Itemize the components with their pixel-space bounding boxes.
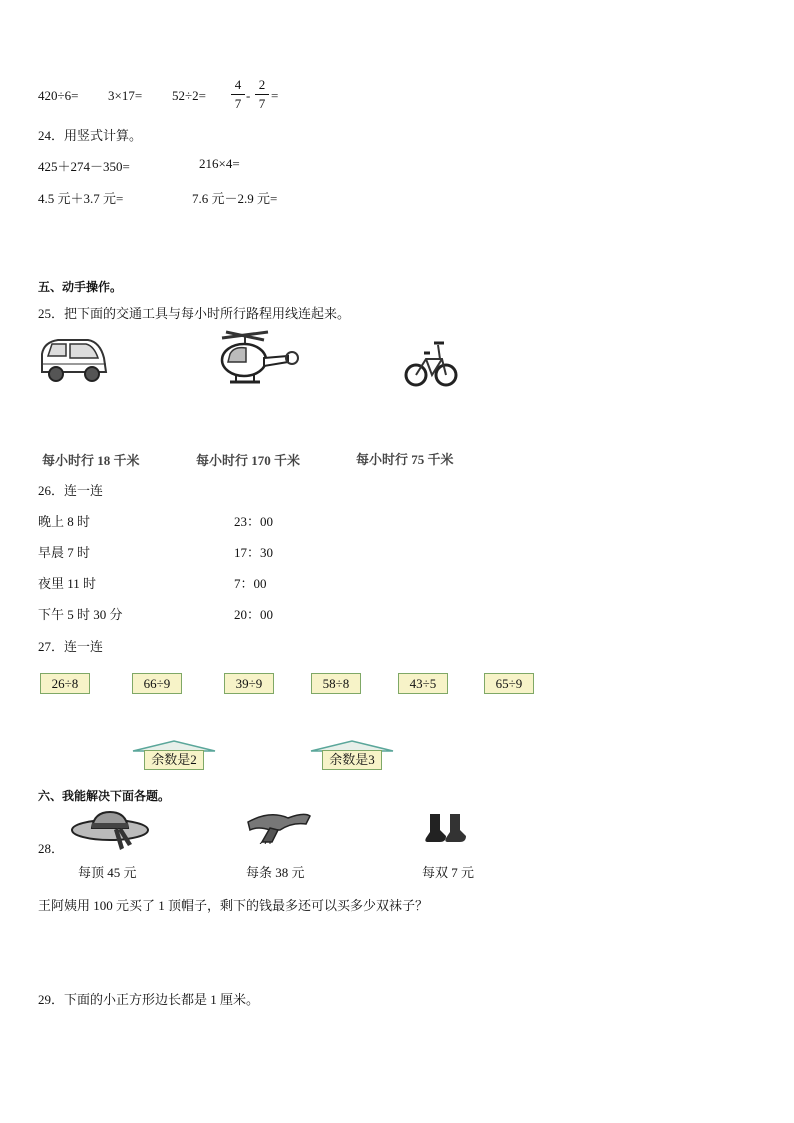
division-box: 66÷9 [132,673,182,694]
remainder-house [132,740,216,770]
q24-expr-4: 7.6 元－2.9 元= [192,191,278,206]
clock-time-item: 20：00 [234,607,274,622]
q24-expr-2: 216×4= [199,156,240,171]
time-phrase-item: 晚上 8 时 [38,514,91,529]
clock-time-item: 7：00 [234,576,267,591]
remainder-house [310,740,394,770]
q26-title: 26．连一连 [38,483,104,498]
fraction-2-7 [255,77,269,112]
expr-52-div-2: 52÷2= [172,88,206,103]
q24-expr-3: 4.5 元＋3.7 元= [38,191,124,206]
time-phrase-item: 下午 5 时 30 分 [38,607,123,622]
equals-sign: = [271,88,279,103]
section-5-heading: 五、动手操作。 [38,280,123,294]
socks-price: 每双 7 元 [422,865,475,880]
division-box: 43÷5 [398,673,448,694]
q28-question: 王阿姨用 100 元买了 1 顶帽子，剩下的钱最多还可以买多少双袜子？ [38,898,429,913]
fraction-4-7 [231,77,245,112]
scarf-icon [240,808,312,844]
q29-text: 29．下面的小正方形边长都是 1 厘米。 [38,992,260,1007]
hat-icon [70,808,150,854]
clock-time-item: 17：30 [234,545,274,560]
division-box: 58÷8 [311,673,361,694]
speed-caption-75: 每小时行 75 千米 [356,452,454,467]
division-box: 26÷8 [40,673,90,694]
division-box: 39÷9 [224,673,274,694]
socks-icon [424,812,468,844]
speed-caption-18: 每小时行 18 千米 [42,453,140,468]
q24-title: 24．用竖式计算。 [38,128,143,143]
fraction-denominator: 7 [234,96,242,111]
time-phrase-item: 夜里 11 时 [38,576,97,591]
q24-expr-1: 425＋274－350= [38,159,130,174]
expr-420-div-6: 420÷6= [38,88,79,103]
fraction-numerator: 2 [258,77,266,92]
fraction-denominator: 7 [258,96,266,111]
remainder-label: 余数是2 [144,750,204,770]
q27-title: 27．连一连 [38,639,104,654]
time-phrase-item: 早晨 7 时 [38,545,91,560]
minus-sign: - [246,88,251,103]
bicycle-icon [404,331,458,391]
clock-time-item: 23：00 [234,514,274,529]
division-box: 65÷9 [484,673,534,694]
q25-title: 25．把下面的交通工具与每小时所行路程用线连起来。 [38,306,351,321]
section-6-heading: 六、我能解决下面各题。 [38,789,171,803]
hat-price: 每顶 45 元 [78,865,137,880]
speed-caption-170: 每小时行 170 千米 [196,453,301,468]
car-icon [36,334,110,386]
helicopter-icon [216,330,300,392]
fraction-numerator: 4 [234,77,242,92]
scarf-price: 每条 38 元 [246,865,305,880]
expr-3-times-17: 3×17= [108,88,143,103]
remainder-label: 余数是3 [322,750,382,770]
q28-number: 28． [38,841,65,856]
